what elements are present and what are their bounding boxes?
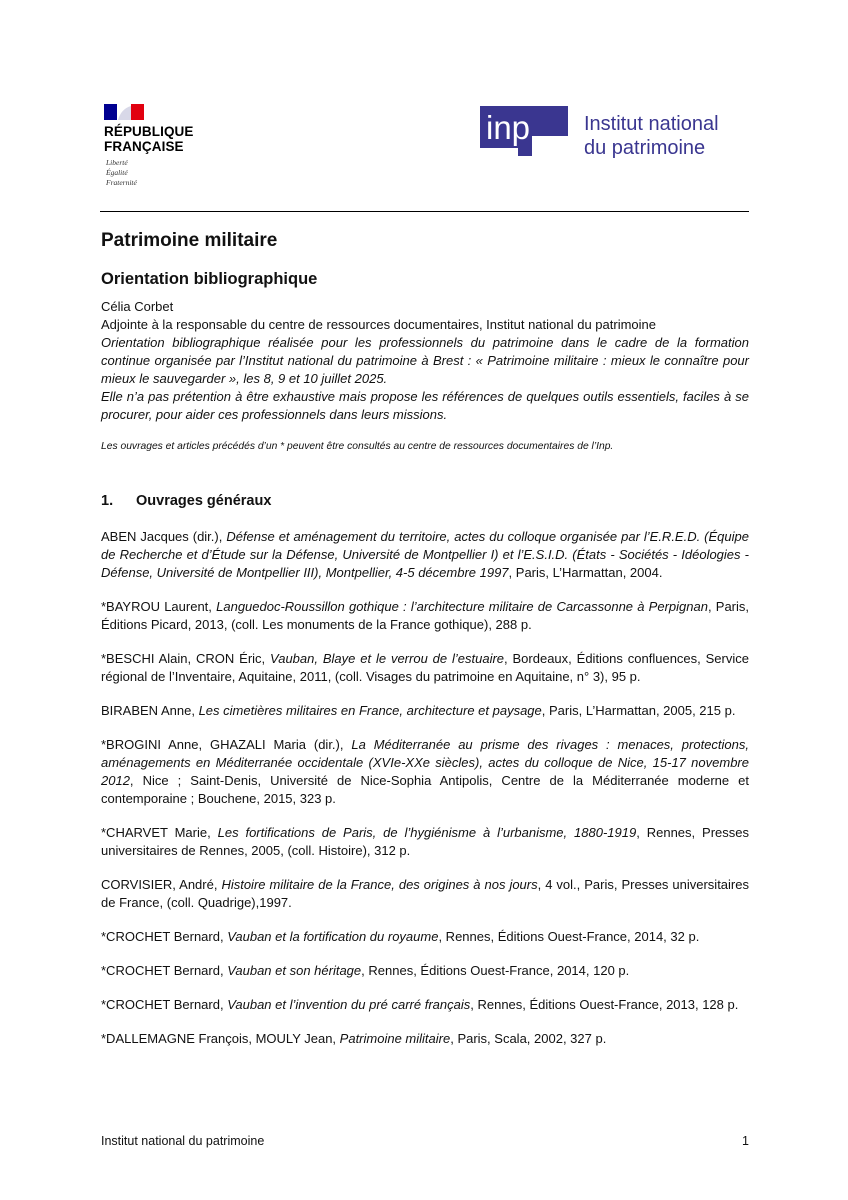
reference-item: ABEN Jacques (dir.), Défense et aménagement du territoire, actes du colloque organisée par l’E.R.E.D. (Équipe de Recherche et d’Étude sur la Défense, Université de Montpellier I) et l’E.S.I.D. (États - Sociétés - Idéologies - Défense, Université de Montpellier III), Montpellier, 4-5 décembre 1997, Paris, L’Harmattan, 2004.: [101, 529, 749, 580]
reference-item: *CROCHET Bernard, Vauban et la fortification du royaume, Rennes, Éditions Ouest-France, 2014, 32 p.: [101, 929, 700, 944]
intro-paragraph: Elle n’a pas prétention à être exhaustive mais propose les références de quelques outils essentiels, faciles à se procurer, pour aider ces professionnels dans leurs missions.: [101, 389, 749, 422]
republique-francaise-motto: Liberté Égalité Fraternité: [106, 158, 137, 187]
reference-list: [101, 528, 749, 1048]
page-subtitle: Orientation bibliographique: [101, 270, 318, 288]
section-heading: 1. Ouvrages généraux: [101, 493, 272, 509]
inp-logo-acronym: inp: [486, 109, 531, 146]
inp-logo-mark: [480, 106, 568, 156]
header-divider: [100, 211, 749, 212]
page-number: 1: [742, 1134, 749, 1148]
author-name: Célia Corbet: [101, 299, 174, 314]
consultation-note: Les ouvrages et articles précédés d’un * peuvent être consultés au centre de ressources documentaires de l’Inp.: [101, 441, 614, 452]
intro-paragraph: Orientation bibliographique réalisée pour les professionnels du patrimoine dans le cadre de la formation continue organisée par l’Institut national du patrimoine à Brest : « Patrimoine militaire : mieux le connaître pour mieux le sauvegarder », les 8, 9 et 10 juillet 2025.: [101, 335, 749, 386]
footer-text: Institut national du patrimoine: [101, 1134, 265, 1148]
reference-item: *BROGINI Anne, GHAZALI Maria (dir.), La Méditerranée au prisme des rivages : menaces, protections, aménagements en Méditerranée occidentale (XVIe-XXe siècles), actes du colloque de Nice, 15-17 novembre 2012, Nice ; Saint-Denis, Université de Nice-Sophia Antipolis, Centre de la Méditerranée moderne et contemporaine ; Bouchene, 2015, 323 p.: [101, 737, 749, 806]
republique-francaise-name: RÉPUBLIQUE FRANÇAISE: [104, 124, 194, 154]
page-title: Patrimoine militaire: [101, 230, 278, 251]
reference-item: *DALLEMAGNE François, MOULY Jean, Patrimoine militaire, Paris, Scala, 2002, 327 p.: [101, 1031, 607, 1046]
marianne-flag-icon: [104, 104, 144, 120]
reference-item: *CROCHET Bernard, Vauban et l’invention du pré carré français, Rennes, Éditions Ouest-France, 2013, 128 p.: [101, 997, 739, 1012]
reference-item: *BESCHI Alain, CRON Éric, Vauban, Blaye et le verrou de l’estuaire, Bordeaux, Éditions confluences, Service régional de l’Inventaire, Aquitaine, 2011, (coll. Visages du patrimoine en Aquitaine, n° 3), 95 p.: [101, 651, 749, 684]
reference-item: *CHARVET Marie, Les fortifications de Paris, de l’hygiénisme à l’urbanisme, 1880-1919, Rennes, Presses universitaires de Rennes, 2005, (coll. Histoire), 312 p.: [101, 825, 749, 858]
inp-logo-name: Institut national du patrimoine: [584, 113, 719, 159]
reference-item: BIRABEN Anne, Les cimetières militaires en France, architecture et paysage, Paris, L’Harmattan, 2005, 215 p.: [101, 703, 736, 718]
author-role: Adjointe à la responsable du centre de ressources documentaires, Institut national du patrimoine: [101, 317, 656, 332]
reference-item: CORVISIER, André, Histoire militaire de la France, des origines à nos jours, 4 vol., Paris, Presses universitaires de France, (coll. Quadrige),1997.: [101, 877, 749, 910]
page-footer: [101, 1132, 749, 1150]
reference-item: *CROCHET Bernard, Vauban et son héritage, Rennes, Éditions Ouest-France, 2014, 120 p.: [101, 963, 630, 978]
reference-item: *BAYROU Laurent, Languedoc-Roussillon gothique : l’architecture militaire de Carcassonne à Perpignan, Paris, Éditions Picard, 2013, (coll. Les monuments de la France gothique), 288 p.: [101, 599, 750, 632]
document-body: [101, 228, 749, 1064]
